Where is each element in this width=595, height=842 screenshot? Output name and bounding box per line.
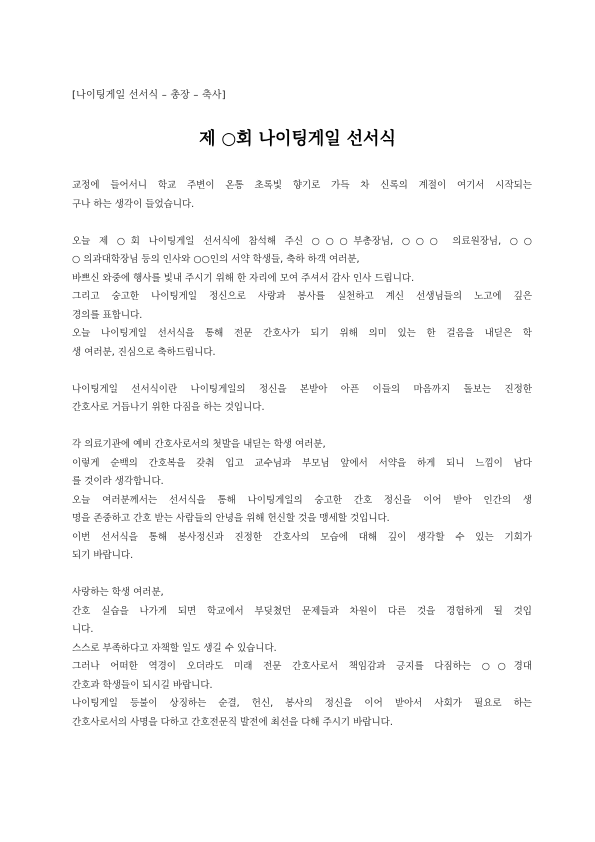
paragraph-line: 간호사로서의 사명을 다하고 간호전문직 발전에 최선을 다해 주시기 바랍니다. [72,716,393,728]
paragraph-gap [72,214,532,233]
paragraph-line: 이렇게 순백의 간호복을 갖춰 입고 교수님과 부모님 앞에서 서약을 하게 되니 느낌이 남다 [72,457,532,469]
paragraph-line: 스스로 부족하다고 자책할 일도 생길 수 있습니다. [72,642,277,654]
paragraph-line: 각 의료기관에 예비 간호사로서의 첫발을 내딛는 학생 여러분, [72,439,326,450]
paragraph-line: 니다. [72,624,94,635]
paragraph-line: 그리고 숭고한 나이팅게일 정신으로 사랑과 봉사를 실천하고 계신 선생님들의 노고에 깊은 [72,291,532,302]
speech-body [72,177,532,732]
paragraph-line: 명을 존중하고 간호 받는 사람들의 안녕을 위해 헌신할 것을 맹세할 것입니다. [72,513,390,524]
paragraph-line: 나이팅게일 선서식이란 나이팅게일의 정신을 본받아 아픈 이들의 마음까지 돌보는 진정한 [72,383,532,395]
paragraph-line: 되기 바랍니다. [72,550,134,561]
paragraph-line: ○ 의과대학장님 등의 인사와 ○○인의 서약 학생들, 축하 하객 여러분, [72,254,360,265]
paragraph-line: 경의를 표합니다. [72,309,143,321]
paragraph-line: 구나 하는 생각이 들었습니다. [72,198,195,210]
paragraph-gap [72,362,532,381]
paragraph-line: 바쁘신 와중에 행사를 빛내 주시기 위해 한 자리에 모여 주셔서 감사 인사 드립니다. [72,272,415,284]
paragraph-gap [72,566,532,585]
paragraph-line: 를 것이라 생각합니다. [72,476,164,487]
paragraph-line: 간호 실습을 나가게 되면 학교에서 부딪쳤던 문제들과 차원이 다른 것을 경험하게 될 것입 [72,605,532,617]
paragraph-line: 이번 선서식을 통해 봉사정신과 진정한 간호사의 모습에 대해 깊이 생각할 수 있는 기회가 [72,531,532,543]
paragraph-line: 오늘 나이팅게일 선서식을 통해 전문 간호사가 되기 위해 의미 있는 한 걸음을 내딛은 학 [72,328,532,339]
paragraph-line: 나이팅게일 등불이 상징하는 순결, 헌신, 봉사의 정신을 이어 받아서 사회가 필요로 하는 [72,698,532,709]
paragraph-line: 교정에 들어서니 학교 주변이 온통 초록빛 향기로 가득 차 신록의 계절이 여기서 시작되는 [72,180,532,191]
paragraph-line: 사랑하는 학생 여러분, [72,587,164,598]
paragraph-line: 오늘 여러분께서는 선서식을 통해 나이팅게일의 숭고한 간호 정신을 이어 받아 인간의 생 [72,494,532,506]
document-category-tag: [나이팅게일 선서식 – 총장 – 축사] [72,90,226,101]
page-title: 제 ○회 나이팅게일 선서식 [199,129,396,149]
paragraph-line: 간호사로 거듭나기 위한 다짐을 하는 것입니다. [72,402,265,413]
paragraph-line: 오늘 제 ○회 나이팅게일 선서식에 참석해 주신 ○○○부총장님, ○○○ 의료원장님, ○○ [72,235,532,247]
paragraph-line: 간호과 학생들이 되시길 바랍니다. [72,679,213,691]
paragraph-line: 생 여러분, 진심으로 축하드립니다. [72,346,216,358]
paragraph-line: 그러나 어떠한 역경이 오더라도 미래 전문 간호사로서 책임감과 긍지를 다짐하는 ○○경대 [72,661,532,672]
paragraph-gap [72,418,532,437]
